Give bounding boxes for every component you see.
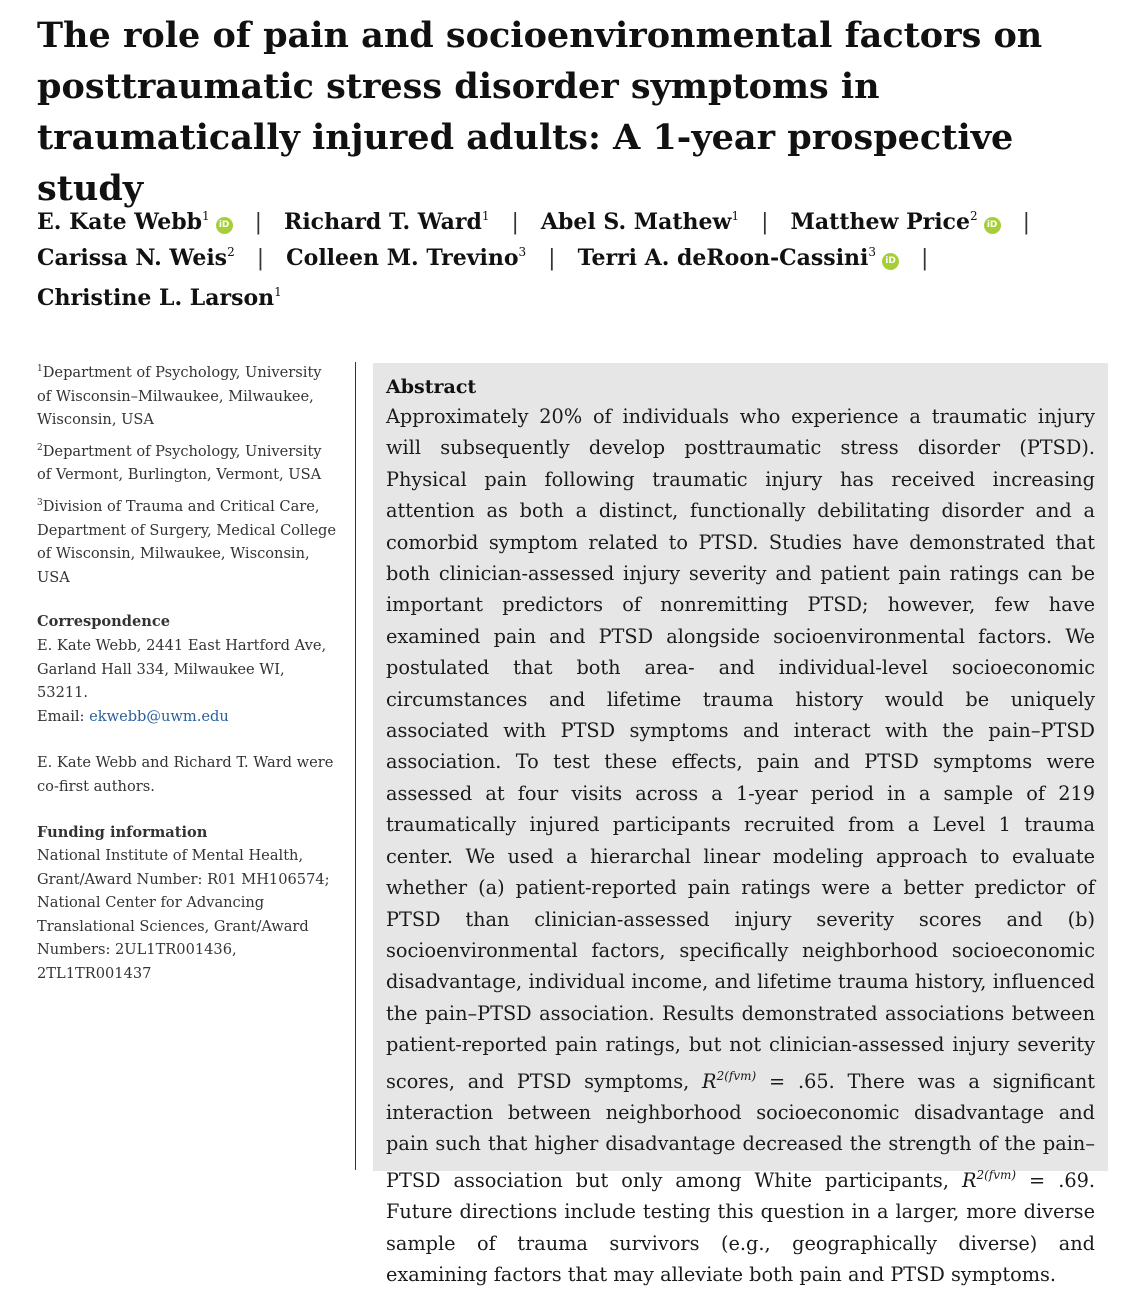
author-price[interactable]: Matthew Price$^2$: [790, 209, 978, 235]
email-link[interactable]: ekwebb@uwm.edu: [89, 707, 229, 725]
funding-heading: Funding information: [37, 823, 208, 841]
affiliation-1: $^1$Department of Psychology, University of Wisconsin–Milwaukee, Milwaukee, Wisconsin, USA: [37, 364, 322, 429]
side-column: [37, 358, 337, 986]
article-title: The role of pain and socioenvironmental factors on posttraumatic stress disorder symptoms in traumatically injured adults: A 1-year prospective study: [37, 15, 1043, 209]
abstract-box: [373, 363, 1108, 1286]
author-separator: |: [548, 246, 556, 271]
correspondence-address: E. Kate Webb, 2441 East Hartford Ave, Garland Hall 334, Milwaukee WI, 53211.: [37, 636, 327, 702]
author-row-1: [37, 201, 1031, 235]
author-webb[interactable]: E. Kate Webb$^1$: [37, 209, 210, 235]
author-larson[interactable]: Christine L. Larson$^1$: [37, 285, 282, 311]
author-weis[interactable]: Carissa N. Weis$^2$: [37, 245, 235, 271]
abstract-text: Approximately 20% of individuals who experience a traumatic injury will subsequently develop posttraumatic stress disorder (PTSD). Physical pain following traumatic injury has received increasing attention as both a distinct, functionally debilitating disorder and a comorbid symptom related to PTSD. Studies have demonstrated that both clinician-assessed injury severity and patient pain ratings can be important predictors of nonremitting PTSD; however, few have examined pain and PTSD alongside socioenvironmental factors. We postulated that both area- and individual-level socioeconomic circumstances and lifetime trauma history would be uniquely associated with PTSD symptoms and interact with the pain–PTSD association. To test these effects, pain and PTSD symptoms were assessed at four visits across a 1-year period in a sample of 219 traumatically injured participants recruited from a Level 1 trauma center. We used a hierarchal linear modeling approach to evaluate whether (a) patient-reported pain ratings were a better predictor of PTSD than clinician-assessed injury severity scores and (b) socioenvironmental factors, specifically neighborhood socioeconomic disadvantage, individual income, and lifetime trauma history, influenced the pain–PTSD association. Results demonstrated associations between patient-reported pain ratings, but not clinician-assessed injury severity scores, and PTSD symptoms, $R^{2(fvm)} = .65$. There was a significant interaction between neighborhood socioeconomic disadvantage and pain such that higher disadvantage decreased the strength of the pain–PTSD association but only among White participants, $R^{2(fvm)} = .69$. Future directions include testing this question in a larger, more diverse sample of trauma survivors (e.g., geographically diverse) and examining factors that may alleviate both pain and PTSD symptoms.: [386, 405, 1096, 1286]
orcid-icon[interactable]: iD: [984, 217, 1001, 234]
funding-text: National Institute of Mental Health, Grant/Award Number: R01 MH106574; National Center for Advancing Translational Sciences, Grant/Award Numbers: 2UL1TR001436, 2TL1TR001437: [37, 847, 330, 983]
correspondence-email: Email: ekwebb@uwm.edu: [37, 707, 229, 725]
author-separator: |: [761, 210, 769, 235]
affiliation-3: $^3$Division of Trauma and Critical Care, Department of Surgery, Medical College of Wisconsin, Milwaukee, Wisconsin, USA: [37, 497, 337, 586]
author-deroon-cassini[interactable]: Terri A. deRoon-Cassini$^3$: [577, 245, 877, 271]
column-divider: [355, 362, 356, 1170]
author-row-3: [37, 277, 282, 311]
author-separator: |: [511, 210, 519, 235]
author-row-2: [37, 237, 929, 271]
author-separator: |: [1022, 210, 1031, 235]
affiliation-2: $^2$Department of Psychology, University of Vermont, Burlington, Vermont, USA: [37, 442, 322, 484]
co-first-author-note: E. Kate Webb and Richard T. Ward were co-first authors.: [37, 754, 334, 795]
r-squared-symbol: $R^{2(fvm)}$: [702, 1068, 757, 1093]
abstract-heading: Abstract: [386, 376, 477, 398]
orcid-icon[interactable]: iD: [216, 217, 233, 234]
r-squared-symbol: $R^{2(fvm)}$: [961, 1167, 1017, 1192]
author-separator: |: [921, 246, 929, 271]
author-trevino[interactable]: Colleen M. Trevino$^3$: [286, 245, 527, 271]
author-separator: |: [256, 246, 265, 271]
author-separator: |: [254, 210, 263, 235]
author-mathew[interactable]: Abel S. Mathew$^1$: [540, 209, 740, 235]
author-ward[interactable]: Richard T. Ward$^1$: [284, 209, 490, 235]
correspondence-heading: Correspondence: [37, 613, 171, 631]
orcid-icon[interactable]: iD: [882, 253, 899, 270]
